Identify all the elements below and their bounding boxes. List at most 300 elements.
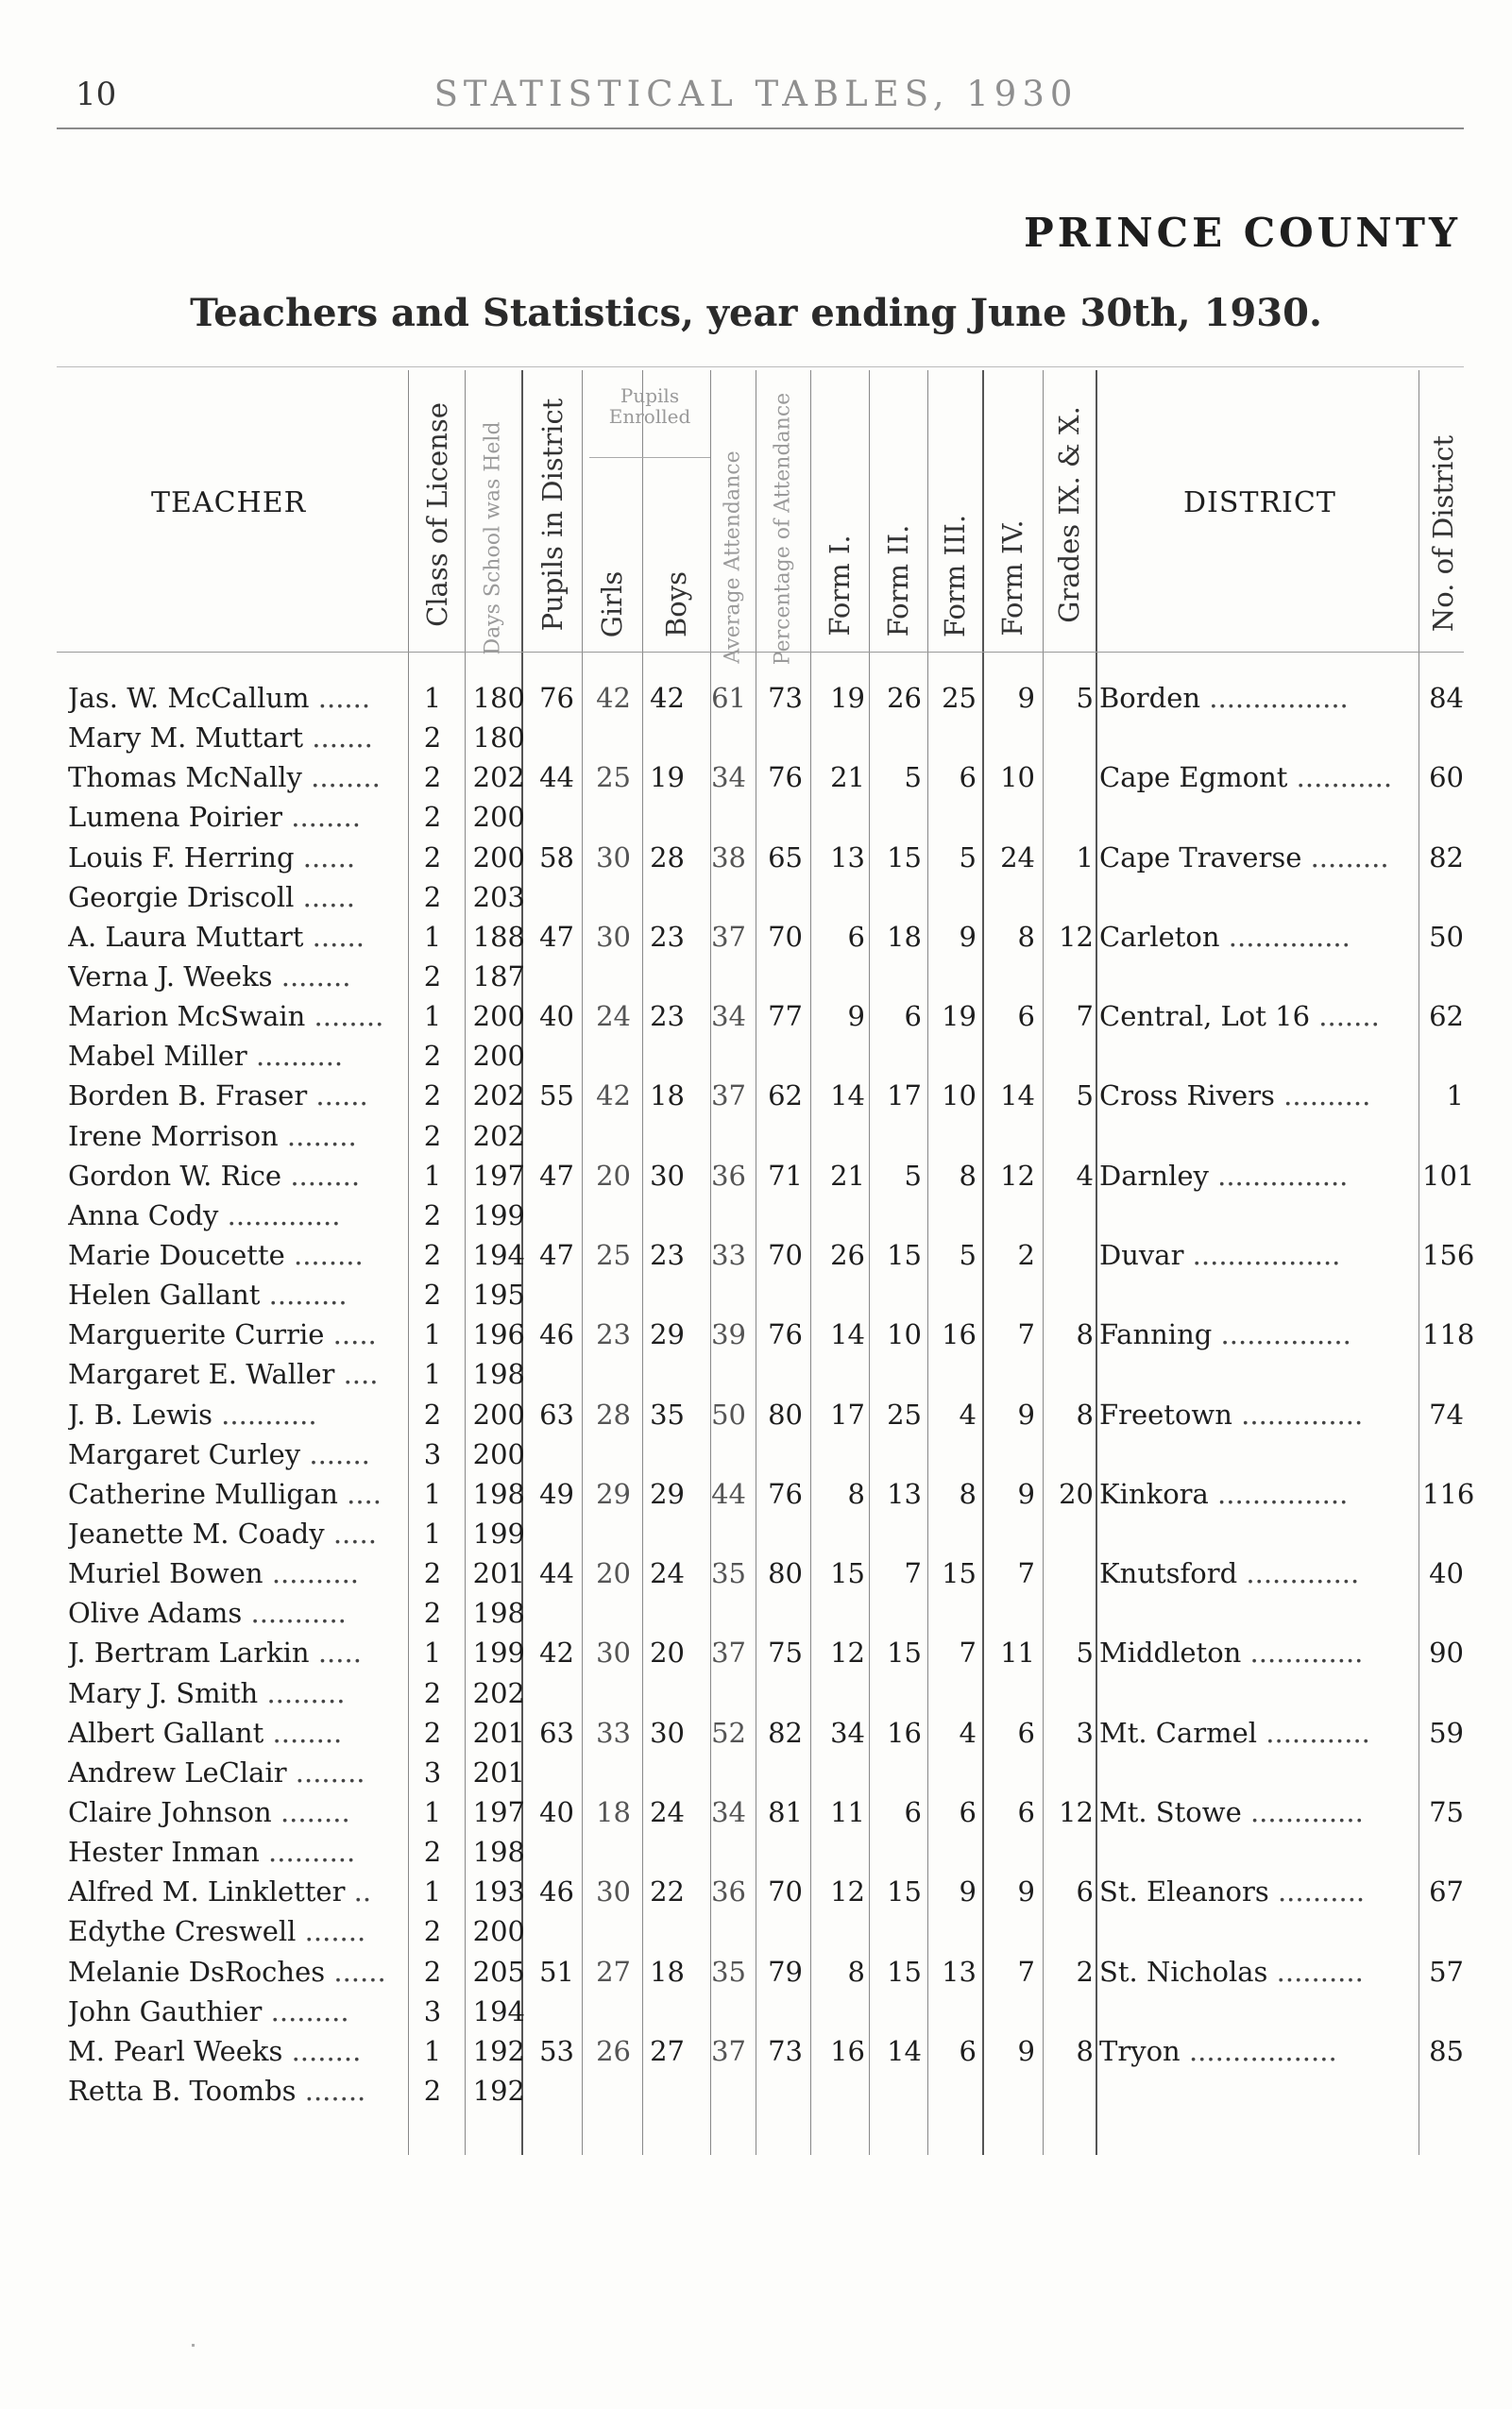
girls-cell: 29 [596, 1477, 631, 1510]
form-1-cell: 14 [830, 1318, 865, 1351]
form-2-cell: 18 [887, 920, 922, 953]
teacher-name: Catherine Mulligan [68, 1477, 338, 1510]
form-1-cell: 13 [830, 840, 865, 874]
boys-cell: 20 [650, 1637, 685, 1670]
teacher-name: Mary J. Smith [68, 1676, 259, 1709]
form-4-cell: 9 [1017, 2034, 1035, 2067]
form-2-cell: 10 [887, 1318, 922, 1351]
district-number-cell: 50 [1429, 920, 1464, 953]
girls-header: Girls [596, 570, 628, 638]
days-held-cell: 194 [472, 1994, 525, 2027]
class-of-license-cell: 2 [423, 840, 442, 874]
girls-cell: 23 [596, 1318, 631, 1351]
teacher-name-cell [68, 1832, 408, 1872]
table-row [0, 1116, 1512, 1156]
teacher-name: Margaret E. Waller [68, 1358, 335, 1391]
average-attendance-cell: 50 [711, 1398, 746, 1431]
leader-dots: ........ [286, 1756, 365, 1789]
leader-dots: ......... [262, 1994, 349, 2027]
district-cell [1099, 1076, 1420, 1115]
grades-cell: 5 [1076, 682, 1094, 714]
leader-dots: ....... [296, 2074, 366, 2107]
girls-cell: 20 [596, 1557, 631, 1590]
leader-dots: ............... [1208, 1477, 1349, 1510]
table-row [0, 1434, 1512, 1474]
pupils-cell: 47 [539, 1238, 574, 1271]
leader-dots: .... [337, 1477, 382, 1510]
days-held-cell: 202 [472, 1676, 525, 1709]
average-attendance-cell: 34 [711, 1795, 746, 1828]
teacher-name-cell [68, 1315, 408, 1354]
district-number-cell: 85 [1429, 2034, 1464, 2067]
district-name: St. Eleanors [1099, 1875, 1269, 1909]
leader-dots: ............. [1237, 1557, 1360, 1590]
teacher-name: Melanie DsRoches [68, 1955, 326, 1988]
form-4-cell: 12 [1000, 1159, 1035, 1192]
percentage-cell: 80 [768, 1557, 803, 1590]
district-name: Borden [1099, 682, 1201, 714]
teacher-name: J. B. Lewis [68, 1398, 212, 1431]
girls-cell: 30 [596, 920, 631, 953]
teacher-name: Helen Gallant [68, 1279, 261, 1312]
teacher-name-cell [68, 2071, 408, 2111]
table-row [0, 1514, 1512, 1553]
boys-cell: 42 [650, 682, 685, 714]
district-number-header: No. of District [1427, 434, 1459, 633]
district-name: Carleton [1099, 920, 1220, 953]
teacher-name-cell [68, 678, 408, 718]
district-number-cell: 116 [1422, 1477, 1475, 1510]
days-held-cell: 199 [472, 1637, 525, 1670]
teacher-name: Alfred M. Linkletter [68, 1875, 346, 1909]
boys-cell: 18 [650, 1955, 685, 1988]
days-held-cell: 194 [472, 1238, 525, 1271]
teacher-name-cell [68, 1952, 408, 1992]
average-attendance-cell: 35 [711, 1557, 746, 1590]
girls-cell: 28 [596, 1398, 631, 1431]
table-row [0, 1952, 1512, 1992]
district-number-cell: 156 [1422, 1238, 1475, 1271]
teacher-name-cell [68, 1474, 408, 1514]
class-of-license-cell: 2 [423, 1836, 442, 1869]
running-head [0, 64, 1512, 121]
percentage-cell: 73 [768, 682, 803, 714]
form-3-cell: 4 [959, 1716, 977, 1749]
pupils-cell: 53 [539, 2034, 574, 2067]
boys-cell: 29 [650, 1477, 685, 1510]
form-2-cell: 14 [887, 2034, 922, 2067]
average-attendance-cell: 33 [711, 1238, 746, 1271]
teacher-name: Marion McSwain [68, 1000, 306, 1033]
teacher-column-header: TEACHER [151, 486, 307, 519]
teacher-name: Claire Johnson [68, 1795, 272, 1828]
leader-dots: ........ [301, 761, 381, 794]
district-number-cell: 67 [1429, 1875, 1464, 1909]
percentage-cell: 77 [768, 1000, 803, 1033]
days-held-cell: 199 [472, 1198, 525, 1231]
teacher-name: Olive Adams [68, 1597, 243, 1630]
class-of-license-cell: 3 [423, 1756, 442, 1789]
teacher-name: Georgie Driscoll [68, 880, 295, 913]
percentage-cell: 79 [768, 1955, 803, 1988]
teacher-name-cell [68, 1434, 408, 1474]
teacher-name-cell [68, 1633, 408, 1672]
district-number-cell: 118 [1422, 1318, 1475, 1351]
pupils-cell: 40 [539, 1795, 574, 1828]
teacher-name: Hester Inman [68, 1836, 260, 1869]
leader-dots: .... [334, 1358, 379, 1391]
form-2-cell: 6 [904, 1000, 922, 1033]
girls-cell: 30 [596, 1637, 631, 1670]
leader-dots: ...... [309, 682, 371, 714]
average-attendance-cell: 37 [711, 1637, 746, 1670]
form-3-cell: 15 [942, 1557, 977, 1590]
class-of-license-cell: 1 [423, 1517, 442, 1550]
district-name: Freetown [1099, 1398, 1232, 1431]
district-number-cell: 60 [1429, 761, 1464, 794]
leader-dots: .......... [1268, 1875, 1366, 1909]
class-of-license-cell: 2 [423, 761, 442, 794]
district-name: Tryon [1099, 2034, 1181, 2067]
form-4-cell: 14 [1000, 1079, 1035, 1112]
table-row [0, 797, 1512, 837]
form-2-cell: 5 [904, 761, 922, 794]
form-1-cell: 9 [847, 1000, 865, 1033]
days-held-cell: 197 [472, 1159, 525, 1192]
teacher-name-cell [68, 797, 408, 837]
district-number-cell: 62 [1429, 1000, 1464, 1033]
leader-dots: ............ [1257, 1716, 1370, 1749]
grades-cell: 6 [1076, 1875, 1094, 1909]
district-name: Mt. Carmel [1099, 1716, 1258, 1749]
girls-cell: 27 [596, 1955, 631, 1988]
percentage-cell: 75 [768, 1637, 803, 1670]
leader-dots: ....... [300, 1437, 370, 1470]
form-1-cell: 14 [830, 1079, 865, 1112]
table-subtitle: Teachers and Statistics, year ending June 30th, 1930. [190, 291, 1322, 335]
form-2-cell: 7 [904, 1557, 922, 1590]
district-cell [1099, 917, 1420, 957]
class-of-license-cell: 2 [423, 1040, 442, 1073]
days-held-cell: 201 [472, 1557, 525, 1590]
district-name: Cross Rivers [1099, 1079, 1275, 1112]
class-of-license-cell: 2 [423, 801, 442, 834]
leader-dots: ....... [296, 1915, 366, 1948]
class-of-license-cell: 2 [423, 1279, 442, 1312]
form-4-cell: 6 [1017, 1795, 1035, 1828]
teacher-name-cell [68, 1593, 408, 1633]
form-2-cell: 13 [887, 1477, 922, 1510]
form-4-cell: 7 [1017, 1318, 1035, 1351]
form-2-cell: 25 [887, 1398, 922, 1431]
boys-header: Boys [660, 570, 692, 638]
teacher-name: Lumena Poirier [68, 801, 283, 834]
table-row [0, 1911, 1512, 1951]
leader-dots: ................. [1183, 1238, 1341, 1271]
teacher-name: Jas. W. McCallum [68, 682, 310, 714]
district-number-cell: 90 [1429, 1637, 1464, 1670]
pupils-cell: 46 [539, 1875, 574, 1909]
days-held-cell: 198 [472, 1836, 525, 1869]
leader-dots: .. [345, 1875, 372, 1909]
page-number: 10 [76, 76, 117, 113]
teacher-name-cell [68, 1076, 408, 1115]
leader-dots: ......... [1301, 840, 1389, 874]
grades-cell: 7 [1076, 1000, 1094, 1033]
leader-dots: .............. [1219, 920, 1351, 953]
average-attendance-cell: 37 [711, 920, 746, 953]
form-3-cell: 4 [959, 1398, 977, 1431]
leader-dots: ......... [258, 1676, 346, 1709]
percentage-cell: 76 [768, 761, 803, 794]
grades-cell: 12 [1059, 1795, 1094, 1828]
leader-dots: ............... [1208, 1159, 1349, 1192]
form-1-cell: 11 [830, 1795, 865, 1828]
form-4-cell: 9 [1017, 1398, 1035, 1431]
district-cell [1099, 1792, 1420, 1832]
leader-dots: ........ [278, 1119, 357, 1152]
leader-dots: ............. [218, 1198, 341, 1231]
table-row [0, 1156, 1512, 1196]
leader-dots: ........... [212, 1398, 317, 1431]
class-of-license-cell: 1 [423, 1637, 442, 1670]
days-held-cell: 202 [472, 1079, 525, 1112]
form-3-cell: 25 [942, 682, 977, 714]
average-attendance-cell: 34 [711, 1000, 746, 1033]
class-of-license-cell: 1 [423, 682, 442, 714]
class-of-license-cell: 2 [423, 721, 442, 755]
form-2-cell: 26 [887, 682, 922, 714]
teacher-name-cell [68, 1235, 408, 1275]
class-of-license-cell: 2 [423, 1119, 442, 1152]
form-1-cell: 21 [830, 761, 865, 794]
teacher-name-cell [68, 1911, 408, 1951]
leader-dots: ...... [294, 840, 356, 874]
district-number-cell: 74 [1429, 1398, 1464, 1431]
class-of-license-header: Class of License [421, 402, 453, 627]
average-attendance-cell: 37 [711, 2034, 746, 2067]
pupils-cell: 42 [539, 1637, 574, 1670]
form-3-cell: 8 [959, 1477, 977, 1510]
leader-dots: .......... [263, 1557, 360, 1590]
form-4-cell: 6 [1017, 1000, 1035, 1033]
table-row [0, 1275, 1512, 1315]
class-of-license-cell: 2 [423, 1557, 442, 1590]
district-cell [1099, 1474, 1420, 1514]
district-number-cell: 84 [1429, 682, 1464, 714]
district-cell [1099, 1395, 1420, 1434]
boys-cell: 23 [650, 920, 685, 953]
days-held-cell: 200 [472, 1437, 525, 1470]
boys-cell: 23 [650, 1238, 685, 1271]
form-4-header: Form IV. [996, 519, 1028, 636]
table-row [0, 1395, 1512, 1434]
leader-dots: ..... [324, 1318, 377, 1351]
teacher-name: Verna J. Weeks [68, 959, 273, 992]
pupils-cell: 63 [539, 1716, 574, 1749]
days-held-cell: 193 [472, 1875, 525, 1909]
class-of-license-cell: 2 [423, 1079, 442, 1112]
class-of-license-cell: 2 [423, 1716, 442, 1749]
percentage-cell: 71 [768, 1159, 803, 1192]
district-name: Kinkora [1099, 1477, 1209, 1510]
leader-dots: ......... [260, 1279, 348, 1312]
class-of-license-cell: 1 [423, 1477, 442, 1510]
teacher-name-cell [68, 1116, 408, 1156]
days-held-cell: 200 [472, 801, 525, 834]
district-number-cell: 57 [1429, 1955, 1464, 1988]
teacher-name-cell [68, 1673, 408, 1713]
table-row [0, 1832, 1512, 1872]
pupils-cell: 51 [539, 1955, 574, 1988]
teacher-name-cell [68, 2031, 408, 2071]
teacher-name: Margaret Curley [68, 1437, 301, 1470]
table-row [0, 1553, 1512, 1593]
form-1-cell: 17 [830, 1398, 865, 1431]
district-name: Darnley [1099, 1159, 1209, 1192]
grades-cell: 8 [1076, 1398, 1094, 1431]
percentage-cell: 82 [768, 1716, 803, 1749]
form-4-cell: 7 [1017, 1955, 1035, 1988]
teacher-name: Retta B. Toombs [68, 2074, 297, 2107]
class-of-license-cell: 1 [423, 920, 442, 953]
district-name: Mt. Stowe [1099, 1795, 1242, 1828]
percentage-attendance-header: Percentage of Attendance [771, 392, 795, 666]
days-held-cell: 201 [472, 1716, 525, 1749]
pupils-cell: 44 [539, 1557, 574, 1590]
class-of-license-cell: 1 [423, 1000, 442, 1033]
grades-cell: 20 [1059, 1477, 1094, 1510]
teacher-name-cell [68, 1992, 408, 2031]
form-4-cell: 9 [1017, 1875, 1035, 1909]
table-row [0, 1713, 1512, 1753]
days-held-cell: 201 [472, 1756, 525, 1789]
days-held-cell: 196 [472, 1318, 525, 1351]
average-attendance-header: Average Attendance [721, 450, 745, 664]
district-cell [1099, 1872, 1420, 1911]
form-4-cell: 9 [1017, 682, 1035, 714]
table-top-rule [57, 366, 1464, 367]
teacher-name: M. Pearl Weeks [68, 2034, 283, 2067]
days-held-cell: 187 [472, 959, 525, 992]
form-4-cell: 11 [1000, 1637, 1035, 1670]
district-name: Knutsford [1099, 1557, 1238, 1590]
form-3-cell: 16 [942, 1318, 977, 1351]
days-held-cell: 200 [472, 1040, 525, 1073]
pupils-enrolled-header: Pupils Enrolled [608, 384, 691, 428]
leader-dots: ........ [271, 1795, 350, 1828]
table-row [0, 1036, 1512, 1076]
table-row [0, 2031, 1512, 2071]
district-cell [1099, 1235, 1420, 1275]
leader-dots: .......... [1274, 1079, 1371, 1112]
table-row [0, 1673, 1512, 1713]
form-1-cell: 12 [830, 1875, 865, 1909]
days-held-cell: 202 [472, 761, 525, 794]
girls-cell: 33 [596, 1716, 631, 1749]
teacher-name: J. Bertram Larkin [68, 1637, 310, 1670]
leader-dots: ........ [263, 1716, 343, 1749]
days-held-cell: 200 [472, 1915, 525, 1948]
form-3-cell: 10 [942, 1079, 977, 1112]
average-attendance-cell: 36 [711, 1875, 746, 1909]
boys-cell: 23 [650, 1000, 685, 1033]
boys-cell: 19 [650, 761, 685, 794]
days-held-cell: 198 [472, 1477, 525, 1510]
county-heading: PRINCE COUNTY [1024, 210, 1461, 256]
pupils-cell: 63 [539, 1398, 574, 1431]
enrolled-subheader-rule [589, 457, 710, 458]
form-1-header: Form I. [824, 534, 856, 636]
form-1-cell: 8 [847, 1955, 865, 1988]
percentage-cell: 81 [768, 1795, 803, 1828]
days-held-cell: 188 [472, 920, 525, 953]
table-row [0, 1076, 1512, 1115]
days-held-cell: 200 [472, 1000, 525, 1033]
days-held-cell: 198 [472, 1597, 525, 1630]
table-row [0, 1753, 1512, 1792]
leader-dots: ................. [1180, 2034, 1337, 2067]
teacher-name: Jeanette M. Coady [68, 1517, 325, 1550]
leader-dots: ...... [307, 1079, 368, 1112]
table-row [0, 877, 1512, 917]
average-attendance-cell: 36 [711, 1159, 746, 1192]
teacher-name-cell [68, 1792, 408, 1832]
form-3-cell: 5 [959, 1238, 977, 1271]
percentage-cell: 76 [768, 1477, 803, 1510]
leader-dots: ........ [272, 959, 351, 992]
district-number-cell: 101 [1422, 1159, 1475, 1192]
teacher-table-body [0, 678, 1512, 2111]
grades-cell: 5 [1076, 1079, 1094, 1112]
average-attendance-cell: 52 [711, 1716, 746, 1749]
form-4-cell: 6 [1017, 1716, 1035, 1749]
leader-dots: ........ [282, 2034, 362, 2067]
leader-dots: ...... [325, 1955, 386, 1988]
form-1-cell: 16 [830, 2034, 865, 2067]
form-2-cell: 6 [904, 1795, 922, 1828]
days-held-cell: 198 [472, 1358, 525, 1391]
pupils-cell: 46 [539, 1318, 574, 1351]
class-of-license-cell: 2 [423, 1676, 442, 1709]
teacher-name: Borden B. Fraser [68, 1079, 308, 1112]
district-name: Cape Egmont [1099, 761, 1288, 794]
boys-cell: 27 [650, 2034, 685, 2067]
teacher-name-cell [68, 1553, 408, 1593]
district-number-cell: 82 [1429, 840, 1464, 874]
boys-cell: 24 [650, 1557, 685, 1590]
form-4-cell: 7 [1017, 1557, 1035, 1590]
district-number-cell: 1 [1446, 1079, 1464, 1112]
days-held-cell: 203 [472, 880, 525, 913]
teacher-name-cell [68, 996, 408, 1036]
teacher-name: Andrew LeClair [68, 1756, 287, 1789]
district-cell [1099, 2031, 1420, 2071]
district-cell [1099, 1156, 1420, 1196]
table-row [0, 1792, 1512, 1832]
grades-cell: 12 [1059, 920, 1094, 953]
teacher-name: Louis F. Herring [68, 840, 295, 874]
table-row [0, 996, 1512, 1036]
percentage-cell: 70 [768, 1875, 803, 1909]
teacher-name: Edythe Creswell [68, 1915, 297, 1948]
average-attendance-cell: 34 [711, 761, 746, 794]
teacher-name: Marguerite Currie [68, 1318, 325, 1351]
teacher-name: Irene Morrison [68, 1119, 279, 1152]
pupils-cell: 47 [539, 1159, 574, 1192]
print-speck [192, 2344, 195, 2347]
header-divider [57, 127, 1464, 129]
